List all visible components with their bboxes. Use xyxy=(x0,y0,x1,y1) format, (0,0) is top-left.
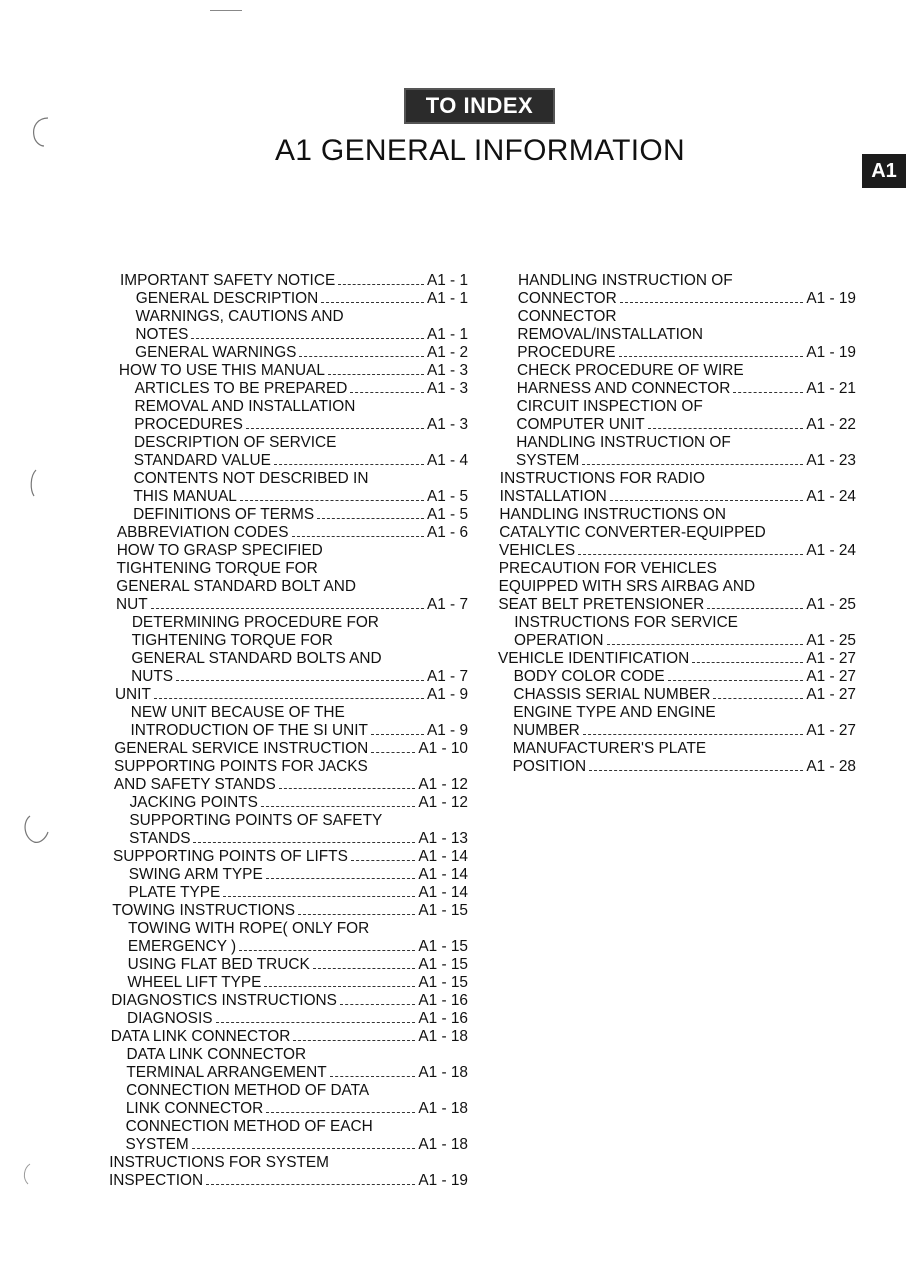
toc-entry-title: SUPPORTING POINTS OF SAFETY xyxy=(129,812,383,829)
toc-entry-title: CONNECTOR xyxy=(517,290,617,307)
toc-entry-title: HANDLING INSTRUCTIONS ON xyxy=(499,506,726,523)
toc-entry-page: A1 - 25 xyxy=(806,596,856,613)
toc-entry-title: TOWING WITH ROPE( ONLY FOR xyxy=(128,920,370,937)
toc-entry-title: PROCEDURE xyxy=(517,344,616,361)
toc-entry[interactable] xyxy=(106,614,468,632)
toc-leader-dots xyxy=(707,596,803,609)
toc-entry-page: A1 - 15 xyxy=(418,956,468,973)
toc-entry-title: OPERATION xyxy=(514,632,604,649)
toc-entry-title: STANDARD VALUE xyxy=(133,452,271,469)
toc-entry-title: IMPORTANT SAFETY NOTICE xyxy=(120,272,336,289)
toc-entry-title: SEAT BELT PRETENSIONER xyxy=(498,596,705,613)
toc-entry-page: A1 - 25 xyxy=(806,632,856,649)
toc-leader-dots xyxy=(292,524,424,537)
toc-entry-page: A1 - 15 xyxy=(418,974,468,991)
toc-entry[interactable] xyxy=(498,488,856,506)
toc-entry-page: A1 - 7 xyxy=(426,668,468,685)
toc-entry-title: SYSTEM xyxy=(516,452,580,469)
toc-entry[interactable] xyxy=(498,272,856,290)
toc-entry-page: A1 - 1 xyxy=(426,272,468,289)
toc-entry-title: GENERAL STANDARD BOLTS AND xyxy=(131,650,382,667)
toc-entry-title: THIS MANUAL xyxy=(133,488,237,505)
toc-entry-title: HARNESS AND CONNECTOR xyxy=(516,380,731,397)
toc-entry[interactable] xyxy=(106,920,468,938)
toc-entry[interactable] xyxy=(498,326,856,344)
toc-entry-title: CONNECTION METHOD OF EACH xyxy=(125,1118,373,1135)
toc-entry-page: A1 - 27 xyxy=(806,686,856,703)
toc-leader-dots xyxy=(264,974,415,987)
toc-leader-dots xyxy=(733,380,803,393)
toc-entry-page: A1 - 12 xyxy=(418,776,468,793)
toc-entry[interactable] xyxy=(106,812,468,830)
toc-entry-title: CONNECTOR xyxy=(517,308,617,325)
toc-entry[interactable] xyxy=(106,686,468,704)
toc-entry[interactable] xyxy=(498,470,856,488)
toc-entry-page: A1 - 14 xyxy=(418,848,468,865)
toc-leader-dots xyxy=(266,1100,415,1113)
toc-entry[interactable] xyxy=(106,542,468,560)
toc-entry-title: NUT xyxy=(116,596,148,613)
toc-entry-page: A1 - 13 xyxy=(418,830,468,847)
toc-entry-page: A1 - 14 xyxy=(418,866,468,883)
toc-entry[interactable] xyxy=(106,632,468,650)
toc-entry-title: INSPECTION xyxy=(109,1172,204,1189)
toc-entry-page: A1 - 27 xyxy=(806,668,856,685)
toc-entry[interactable] xyxy=(498,686,856,704)
toc-entry[interactable] xyxy=(498,758,856,776)
toc-entry-page: A1 - 19 xyxy=(806,290,856,307)
toc-entry-page: A1 - 2 xyxy=(426,344,468,361)
toc-leader-dots xyxy=(583,722,804,735)
toc-entry-title: INSTRUCTIONS FOR SERVICE xyxy=(514,614,738,631)
toc-entry-title: GENERAL SERVICE INSTRUCTION xyxy=(114,740,369,757)
toc-entry[interactable] xyxy=(106,560,468,578)
toc-entry-page: A1 - 22 xyxy=(806,416,856,433)
toc-entry[interactable] xyxy=(498,506,856,524)
toc-entry-title: ARTICLES TO BE PREPARED xyxy=(134,380,348,397)
toc-entry-title: CATALYTIC CONVERTER-EQUIPPED xyxy=(499,524,766,541)
toc-entry[interactable] xyxy=(106,1172,468,1190)
toc-entry[interactable] xyxy=(498,668,856,686)
toc-entry[interactable] xyxy=(498,704,856,722)
toc-entry[interactable] xyxy=(106,884,468,902)
toc-entry-title: DATA LINK CONNECTOR xyxy=(110,1028,291,1045)
toc-entry-title: STANDS xyxy=(129,830,191,847)
toc-entry-title: POSITION xyxy=(512,758,587,775)
toc-entry-title: NEW UNIT BECAUSE OF THE xyxy=(130,704,345,721)
toc-leader-dots xyxy=(330,1064,416,1077)
toc-entry[interactable] xyxy=(106,272,468,290)
toc-entry[interactable] xyxy=(106,362,468,380)
toc-entry[interactable] xyxy=(106,1046,468,1064)
toc-entry[interactable] xyxy=(106,866,468,884)
toc-entry[interactable] xyxy=(106,830,468,848)
toc-entry-title: SUPPORTING POINTS FOR JACKS xyxy=(114,758,368,775)
toc-entry-title: GENERAL DESCRIPTION xyxy=(135,290,319,307)
toc-leader-dots xyxy=(620,290,804,303)
toc-entry[interactable] xyxy=(106,668,468,686)
toc-entry-page: A1 - 19 xyxy=(806,344,856,361)
toc-right-column xyxy=(498,272,856,776)
toc-entry-page: A1 - 3 xyxy=(426,416,468,433)
toc-entry[interactable] xyxy=(498,560,856,578)
toc-leader-dots xyxy=(293,1028,415,1041)
toc-entry-title: COMPUTER UNIT xyxy=(516,416,645,433)
toc-leader-dots xyxy=(317,506,424,519)
toc-entry[interactable] xyxy=(106,506,468,524)
toc-entry[interactable] xyxy=(106,308,468,326)
toc-leader-dots xyxy=(321,290,424,303)
toc-entry-title: SYSTEM xyxy=(125,1136,189,1153)
toc-entry-title: REMOVAL AND INSTALLATION xyxy=(134,398,356,415)
toc-entry-title: MANUFACTURER'S PLATE xyxy=(512,740,707,757)
toc-leader-dots xyxy=(578,542,803,555)
toc-entry-title: DIAGNOSIS xyxy=(126,1010,213,1027)
toc-entry[interactable] xyxy=(106,434,468,452)
toc-leader-dots xyxy=(648,416,804,429)
toc-entry-page: A1 - 5 xyxy=(426,506,468,523)
toc-entry[interactable] xyxy=(106,578,468,596)
toc-entry[interactable] xyxy=(106,488,468,506)
toc-entry[interactable] xyxy=(498,542,856,560)
toc-entry[interactable] xyxy=(106,722,468,740)
toc-entry-page: A1 - 14 xyxy=(418,884,468,901)
toc-entry-page: A1 - 7 xyxy=(426,596,468,613)
toc-entry[interactable] xyxy=(106,452,468,470)
toc-entry-title: ENGINE TYPE AND ENGINE xyxy=(513,704,716,721)
toc-leader-dots xyxy=(192,1136,416,1149)
toc-entry[interactable] xyxy=(498,524,856,542)
toc-entry[interactable] xyxy=(106,1028,468,1046)
toc-entry[interactable] xyxy=(106,794,468,812)
toc-entry[interactable] xyxy=(498,416,856,434)
toc-entry-title: GENERAL WARNINGS xyxy=(135,344,297,361)
toc-entry-page: A1 - 18 xyxy=(418,1028,468,1045)
toc-entry-page: A1 - 16 xyxy=(418,992,468,1009)
toc-entry[interactable] xyxy=(498,290,856,308)
toc-leader-dots xyxy=(261,794,415,807)
toc-leader-dots xyxy=(713,686,803,699)
toc-entry-title: WARNINGS, CAUTIONS AND xyxy=(135,308,344,325)
toc-leader-dots xyxy=(371,740,415,753)
toc-entry-title: PROCEDURES xyxy=(134,416,243,433)
toc-entry[interactable] xyxy=(498,380,856,398)
toc-leader-dots xyxy=(589,758,803,771)
toc-entry-title: NUTS xyxy=(131,668,174,685)
toc-entry[interactable] xyxy=(106,776,468,794)
toc-entry-page: A1 - 23 xyxy=(806,452,856,469)
toc-entry[interactable] xyxy=(106,380,468,398)
toc-entry[interactable] xyxy=(498,344,856,362)
toc-entry[interactable] xyxy=(498,650,856,668)
toc-entry-title: USING FLAT BED TRUCK xyxy=(127,956,310,973)
toc-leader-dots xyxy=(266,866,416,879)
toc-entry-title: ABBREVIATION CODES xyxy=(116,524,289,541)
toc-entry-title: HANDLING INSTRUCTION OF xyxy=(518,272,733,289)
toc-entry[interactable] xyxy=(106,740,468,758)
toc-entry-title: DETERMINING PROCEDURE FOR xyxy=(131,614,379,631)
toc-entry[interactable] xyxy=(106,1100,468,1118)
toc-leader-dots xyxy=(313,956,416,969)
toc-entry-title: CONNECTION METHOD OF DATA xyxy=(126,1082,370,1099)
toc-entry-title: HOW TO USE THIS MANUAL xyxy=(118,362,325,379)
toc-entry[interactable] xyxy=(498,452,856,470)
toc-entry[interactable] xyxy=(106,848,468,866)
toc-leader-dots xyxy=(246,416,424,429)
toc-entry-page: A1 - 19 xyxy=(418,1172,468,1189)
toc-entry-title: JACKING POINTS xyxy=(129,794,258,811)
toc-entry-page: A1 - 24 xyxy=(806,542,856,559)
toc-entry-title: CHECK PROCEDURE OF WIRE xyxy=(517,362,744,379)
toc-entry-title: SUPPORTING POINTS OF LIFTS xyxy=(112,848,348,865)
toc-entry[interactable] xyxy=(106,992,468,1010)
toc-entry[interactable] xyxy=(498,722,856,740)
toc-entry[interactable] xyxy=(106,974,468,992)
toc-leader-dots xyxy=(223,884,415,897)
toc-entry-page: A1 - 4 xyxy=(426,452,468,469)
binder-hole-marks xyxy=(0,0,70,1285)
toc-entry-page: A1 - 18 xyxy=(418,1064,468,1081)
toc-entry-title: EMERGENCY ) xyxy=(127,938,237,955)
toc-entry-page: A1 - 1 xyxy=(426,326,468,343)
toc-entry[interactable] xyxy=(498,632,856,650)
toc-entry-page: A1 - 24 xyxy=(806,488,856,505)
toc-entry[interactable] xyxy=(106,344,468,362)
toc-entry-title: HANDLING INSTRUCTION OF xyxy=(516,434,731,451)
toc-entry[interactable] xyxy=(106,1154,468,1172)
toc-leader-dots xyxy=(328,362,424,375)
toc-leader-dots xyxy=(274,452,424,465)
toc-leader-dots xyxy=(298,902,415,915)
toc-entry[interactable] xyxy=(106,416,468,434)
toc-entry-title: VEHICLE IDENTIFICATION xyxy=(498,650,690,667)
toc-entry-title: TIGHTENING TORQUE FOR xyxy=(116,560,318,577)
toc-entry[interactable] xyxy=(106,290,468,308)
toc-entry-title: TIGHTENING TORQUE FOR xyxy=(131,632,333,649)
scan-speck xyxy=(210,10,242,11)
toc-entry[interactable] xyxy=(106,1010,468,1028)
toc-entry-page: A1 - 18 xyxy=(418,1136,468,1153)
toc-leader-dots xyxy=(191,326,424,339)
toc-entry[interactable] xyxy=(106,650,468,668)
toc-entry-title: SWING ARM TYPE xyxy=(128,866,263,883)
toc-entry-page: A1 - 5 xyxy=(426,488,468,505)
toc-entry-title: PLATE TYPE xyxy=(128,884,221,901)
toc-entry-page: A1 - 15 xyxy=(418,938,468,955)
toc-entry-title: INSTALLATION xyxy=(499,488,607,505)
toc-entry[interactable] xyxy=(498,578,856,596)
toc-entry[interactable] xyxy=(106,1136,468,1154)
toc-leader-dots xyxy=(176,668,424,681)
toc-entry-title: REMOVAL/INSTALLATION xyxy=(517,326,703,343)
toc-entry-title: LINK CONNECTOR xyxy=(125,1100,264,1117)
toc-entry-title: DIAGNOSTICS INSTRUCTIONS xyxy=(111,992,337,1009)
toc-entry[interactable] xyxy=(498,362,856,380)
toc-entry[interactable] xyxy=(106,902,468,920)
toc-entry-title: PRECAUTION FOR VEHICLES xyxy=(498,560,717,577)
toc-entry-title: INSTRUCTIONS FOR SYSTEM xyxy=(109,1154,329,1171)
toc-entry[interactable] xyxy=(106,596,468,614)
toc-leader-dots xyxy=(351,848,416,861)
toc-entry-title: CIRCUIT INSPECTION OF xyxy=(516,398,703,415)
toc-leader-dots xyxy=(151,596,424,609)
toc-leader-dots xyxy=(240,488,424,501)
toc-leader-dots xyxy=(582,452,803,465)
toc-leader-dots xyxy=(619,344,804,357)
toc-entry-page: A1 - 27 xyxy=(806,650,856,667)
toc-entry[interactable] xyxy=(498,398,856,416)
toc-left-column xyxy=(106,272,468,1190)
toc-entry-title: BODY COLOR CODE xyxy=(513,668,665,685)
toc-entry[interactable] xyxy=(106,524,468,542)
toc-leader-dots xyxy=(279,776,416,789)
toc-entry-title: DEFINITIONS OF TERMS xyxy=(133,506,315,523)
toc-entry-page: A1 - 3 xyxy=(426,380,468,397)
toc-leader-dots xyxy=(350,380,424,393)
toc-entry[interactable] xyxy=(106,1082,468,1100)
toc-entry-page: A1 - 9 xyxy=(426,722,468,739)
toc-entry-page: A1 - 3 xyxy=(426,362,468,379)
toc-entry-page: A1 - 18 xyxy=(418,1100,468,1117)
toc-entry[interactable] xyxy=(498,596,856,614)
toc-leader-dots xyxy=(692,650,803,663)
toc-leader-dots xyxy=(239,938,415,951)
toc-entry[interactable] xyxy=(106,938,468,956)
toc-entry-title: AND SAFETY STANDS xyxy=(113,776,276,793)
toc-entry-page: A1 - 15 xyxy=(418,902,468,919)
toc-entry-title: GENERAL STANDARD BOLT AND xyxy=(116,578,356,595)
toc-entry[interactable] xyxy=(106,704,468,722)
toc-leader-dots xyxy=(206,1172,415,1185)
toc-entry[interactable] xyxy=(498,740,856,758)
toc-entry-title: NUMBER xyxy=(513,722,580,739)
toc-entry[interactable] xyxy=(106,758,468,776)
toc-entry[interactable] xyxy=(498,434,856,452)
toc-entry-page: A1 - 16 xyxy=(418,1010,468,1027)
toc-entry[interactable] xyxy=(106,470,468,488)
toc-entry-title: INTRODUCTION OF THE SI UNIT xyxy=(130,722,368,739)
toc-leader-dots xyxy=(216,1010,416,1023)
toc-entry-page: A1 - 10 xyxy=(418,740,468,757)
toc-leader-dots xyxy=(371,722,424,735)
to-index-button[interactable]: TO INDEX xyxy=(404,88,555,124)
toc-entry-title: DATA LINK CONNECTOR xyxy=(126,1046,307,1063)
toc-entry-page: A1 - 27 xyxy=(806,722,856,739)
toc-entry-title: INSTRUCTIONS FOR RADIO xyxy=(499,470,706,487)
toc-entry-page: A1 - 6 xyxy=(426,524,468,541)
toc-entry-title: WHEEL LIFT TYPE xyxy=(127,974,262,991)
toc-entry-title: TOWING INSTRUCTIONS xyxy=(112,902,295,919)
toc-entry-page: A1 - 1 xyxy=(426,290,468,307)
toc-entry-page: A1 - 9 xyxy=(426,686,468,703)
toc-entry-page: A1 - 12 xyxy=(418,794,468,811)
toc-entry[interactable] xyxy=(106,1064,468,1082)
toc-entry[interactable] xyxy=(106,326,468,344)
toc-leader-dots xyxy=(338,272,424,285)
toc-leader-dots xyxy=(340,992,415,1005)
toc-entry[interactable] xyxy=(106,1118,468,1136)
toc-entry-title: UNIT xyxy=(114,686,151,703)
toc-leader-dots xyxy=(610,488,804,501)
toc-entry[interactable] xyxy=(106,956,468,974)
toc-entry-title: NOTES xyxy=(135,326,189,343)
toc-entry-page: A1 - 28 xyxy=(806,758,856,775)
toc-entry-page: A1 - 21 xyxy=(806,380,856,397)
toc-leader-dots xyxy=(607,632,804,645)
toc-leader-dots xyxy=(668,668,804,681)
toc-entry-title: EQUIPPED WITH SRS AIRBAG AND xyxy=(498,578,756,595)
page-title: A1 GENERAL INFORMATION xyxy=(275,134,685,167)
toc-entry-title: HOW TO GRASP SPECIFIED xyxy=(116,542,323,559)
toc-entry-title: VEHICLES xyxy=(499,542,576,559)
toc-entry[interactable] xyxy=(498,308,856,326)
section-tab: A1 xyxy=(862,154,906,188)
toc-leader-dots xyxy=(193,830,415,843)
toc-entry[interactable] xyxy=(498,614,856,632)
toc-leader-dots xyxy=(154,686,424,699)
toc-entry-title: CONTENTS NOT DESCRIBED IN xyxy=(133,470,369,487)
toc-leader-dots xyxy=(299,344,423,357)
toc-entry-title: DESCRIPTION OF SERVICE xyxy=(134,434,337,451)
toc-entry[interactable] xyxy=(106,398,468,416)
toc-entry-title: TERMINAL ARRANGEMENT xyxy=(126,1064,327,1081)
toc-entry-title: CHASSIS SERIAL NUMBER xyxy=(513,686,711,703)
